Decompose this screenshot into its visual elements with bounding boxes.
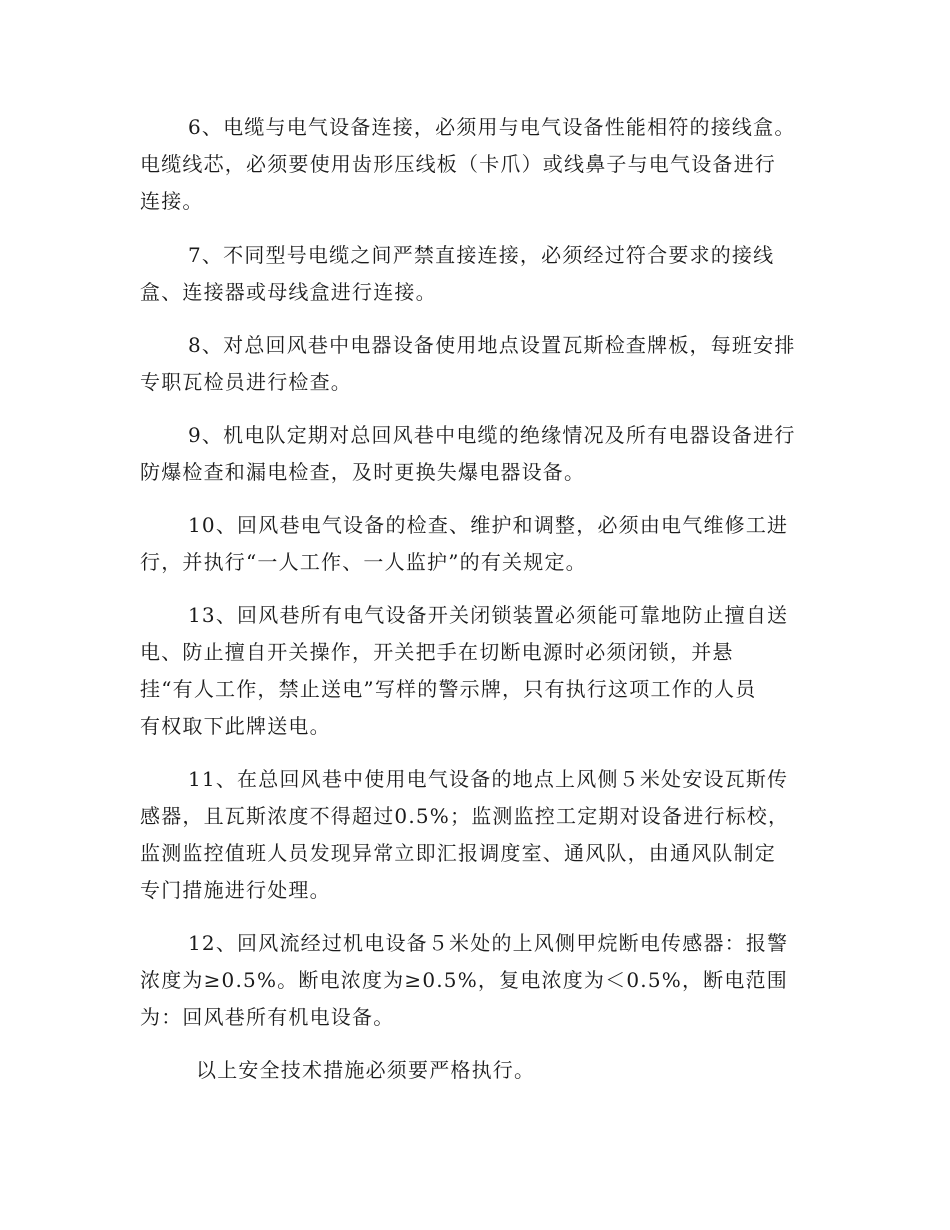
closing-line: 以上安全技术措施必须要严格执行。 xyxy=(196,1058,536,1082)
paragraph-line: 监测监控值班人员发现异常立即汇报调度室、通风队，由通风队制定 xyxy=(140,841,776,865)
paragraph-line: 为：回风巷所有机电设备。 xyxy=(140,1005,395,1029)
paragraph-line: 盒、连接器或母线盒进行连接。 xyxy=(140,280,437,304)
paragraph-line: 6、电缆与电气设备连接，必须用与电气设备性能相符的接线盒。 xyxy=(188,115,796,139)
paragraph-line: 专职瓦检员进行检查。 xyxy=(140,370,352,394)
paragraph-line: 电、防止擅自开关操作，开关把手在切断电源时必须闭锁，并悬 xyxy=(140,640,734,664)
paragraph-line: 行，并执行“一人工作、一人监护”的有关规定。 xyxy=(140,550,587,574)
paragraph-line: 9、机电队定期对总回风巷中电缆的绝缘情况及所有电器设备进行 xyxy=(188,423,796,447)
paragraph-line: 13、回风巷所有电气设备开关闭锁装置必须能可靠地防止擅自送 xyxy=(188,603,789,627)
paragraph-line: 8、对总回风巷中电器设备使用地点设置瓦斯检查牌板，每班安排 xyxy=(188,333,796,357)
paragraph-line: 连接。 xyxy=(140,189,204,213)
paragraph-line: 挂“有人工作，禁止送电”写样的警示牌，只有执行这项工作的人员 xyxy=(140,677,757,701)
paragraph-line: 防爆检查和漏电检查，及时更换失爆电器设备。 xyxy=(140,460,586,484)
paragraph-line: 12、回风流经过机电设备５米处的上风侧甲烷断电传感器：报警 xyxy=(188,931,789,955)
paragraph-line: 10、回风巷电气设备的检查、维护和调整，必须由电气维修工进 xyxy=(188,513,789,537)
paragraph-line: 有权取下此牌送电。 xyxy=(140,714,331,738)
paragraph-line: 浓度为≥0.5%。断电浓度为≥0.5%，复电浓度为＜0.5%，断电范围 xyxy=(140,968,788,992)
paragraph-line: 感器，且瓦斯浓度不得超过0.5%；监测监控工定期对设备进行标校， xyxy=(140,804,790,828)
paragraph-line: 电缆线芯，必须要使用齿形压线板（卡爪）或线鼻子与电气设备进行 xyxy=(140,152,776,176)
paragraph-line: 11、在总回风巷中使用电气设备的地点上风侧５米处安设瓦斯传 xyxy=(188,767,789,791)
paragraph-line: 专门措施进行处理。 xyxy=(140,878,331,902)
paragraph-line: 7、不同型号电缆之间严禁直接连接，必须经过符合要求的接线 xyxy=(188,243,775,267)
